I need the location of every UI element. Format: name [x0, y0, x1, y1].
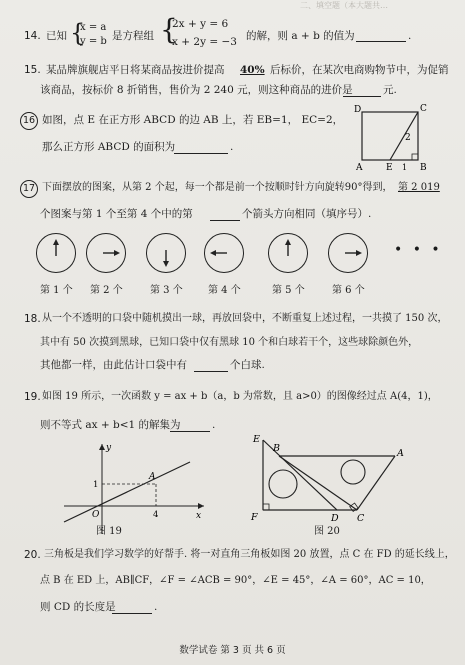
question-17-line1-post: 第 2 019 — [398, 182, 440, 193]
brace-2: { — [160, 13, 178, 46]
question-15-line2-post: 元. — [383, 84, 397, 96]
label-y: y — [106, 443, 112, 453]
question-17-line2-post: 个箭头方向相同（填序号）. — [242, 208, 372, 220]
answer-blank-15[interactable] — [343, 86, 381, 97]
segment-ec — [390, 112, 418, 160]
label-d: D — [354, 105, 362, 115]
question-18-line3-post: 个白球. — [230, 359, 265, 371]
label-ec-length: 2 — [405, 133, 411, 143]
question-15-line2-pre: 该商品，按标价 8 折销售，售价为 2 240 元，则这种商品的进价是 — [40, 84, 353, 96]
question-18-line2: 其中有 50 次摸到黑球，已知口袋中仅有黑球 10 个和白球若干个，这些球除颜色外， — [40, 337, 419, 348]
pattern-caption-2: 第 2 个 — [90, 285, 123, 296]
answer-blank-16[interactable] — [174, 143, 228, 154]
question-17-number: 17 — [20, 180, 38, 198]
answer-blank-20[interactable] — [112, 603, 152, 614]
question-14-end: . — [408, 30, 412, 42]
right-angle-f — [263, 504, 269, 510]
segment-bc — [279, 456, 357, 510]
question-15-line1-post: 后标价，在某次电商购物节中，为促销 — [270, 64, 449, 76]
question-20-number: 20. — [24, 549, 41, 561]
function-line — [64, 462, 190, 522]
question-19-line2-post: . — [212, 419, 216, 431]
triangle-hole-right — [341, 460, 365, 484]
label-e: E — [386, 163, 393, 173]
pattern-circle-2 — [86, 233, 126, 273]
right-angle-mark — [412, 154, 418, 160]
question-15-number: 15. — [24, 64, 41, 76]
question-15-line1-pre: 某品牌旗舰店平日将某商品按进价提高 — [46, 64, 225, 76]
system-1-eq1: x = a — [80, 22, 107, 33]
question-20-line1: 三角板是我们学习数学的好帮手. 将一对直角三角板如图 20 放置，点 C 在 FD 的延长线上， — [44, 549, 455, 560]
square-figure — [348, 100, 438, 175]
pattern-caption-4: 第 4 个 — [208, 285, 241, 296]
pattern-circle-4 — [204, 233, 244, 273]
triangle-hole-left — [269, 470, 297, 498]
label-a: A — [397, 448, 404, 459]
question-16-line1: 如图，点 E 在正方形 ABCD 的边 AB 上，若 EB=1， EC=2， — [42, 114, 344, 126]
arrow-icon — [37, 234, 75, 272]
label-b: B — [420, 163, 427, 173]
label-x: x — [196, 511, 202, 521]
pattern-caption-5: 第 5 个 — [272, 285, 305, 296]
system-1-eq2: y = b — [80, 36, 107, 47]
question-14-pre: 已知 — [46, 30, 67, 42]
answer-blank-17[interactable] — [210, 210, 240, 221]
y-axis-arrow — [99, 444, 105, 450]
brace-1: { — [70, 19, 86, 47]
ellipsis: • • • — [394, 242, 443, 258]
question-17-line1-pre: 下面摆放的图案，从第 2 个起，每一个都是前一个按顺时针方向旋转90°得到， — [42, 182, 393, 193]
answer-blank-19[interactable] — [170, 421, 210, 432]
question-19-line1: 如图 19 所示，一次函数 y = ax + b（a，b 为常数，且 a>0）的图像经过点 A(4，1)， — [42, 391, 438, 402]
arrow-icon — [147, 234, 185, 272]
figure-20-caption: 图 20 — [314, 526, 340, 537]
arrow-icon — [205, 234, 243, 272]
label-b: B — [273, 443, 280, 454]
system-2-eq1: 2x + y = 6 — [172, 18, 229, 30]
answer-blank-18[interactable] — [194, 361, 228, 372]
figure-20-triangles — [245, 432, 445, 522]
pattern-circle-5 — [268, 233, 308, 273]
header-faint-text: 二、填空题（本大题共… — [300, 1, 388, 10]
figure-19-caption: 图 19 — [96, 526, 122, 537]
label-eb-length: 1 — [402, 163, 408, 172]
label-e: E — [253, 434, 260, 445]
arrow-icon — [269, 234, 307, 272]
question-19-number: 19. — [24, 391, 41, 403]
pattern-caption-6: 第 6 个 — [332, 285, 365, 296]
question-15-percent: 40% — [240, 64, 265, 76]
question-14-post: 的解，则 a + b 的值为 — [246, 30, 355, 42]
label-point-a: A — [149, 472, 156, 482]
label-c: C — [420, 104, 427, 114]
question-18-line3-pre: 其他都一样，由此估计口袋中有 — [40, 359, 187, 371]
question-14-mid: 是方程组 — [112, 30, 154, 42]
arrow-icon — [87, 234, 125, 272]
question-16-line2-post: . — [230, 141, 234, 153]
label-a: A — [356, 163, 363, 173]
x-axis-arrow — [198, 503, 204, 509]
label-c: C — [357, 513, 365, 522]
question-14-number: 14. — [24, 30, 41, 42]
pattern-circle-6 — [328, 233, 368, 273]
pattern-circle-1 — [36, 233, 76, 273]
question-16-number: 16 — [20, 112, 38, 130]
arrow-icon — [329, 234, 367, 272]
question-17-line2-pre: 个图案与第 1 个至第 4 个中的第 — [40, 208, 193, 220]
question-19-line2-pre: 则不等式 ax + b<1 的解集为 — [40, 419, 181, 431]
question-20-line2: 点 B 在 ED 上，AB∥CF，∠F = ∠ACB = 90°，∠E = 45°，∠A = 60°，AC = 10， — [40, 575, 431, 586]
pattern-caption-1: 第 1 个 — [40, 285, 73, 296]
question-20-line3-post: . — [154, 601, 158, 613]
label-x-four: 4 — [153, 510, 159, 520]
figure-19-graph — [60, 440, 210, 540]
question-18-line1: 从一个不透明的口袋中随机摸出一球，再放回袋中，不断重复上述过程，一共摸了 150 次， — [42, 313, 448, 324]
question-16-line2-pre: 那么正方形 ABCD 的面积为 — [42, 141, 176, 153]
page-footer: 数学试卷 第 3 页 共 6 页 — [179, 645, 286, 656]
label-d: D — [331, 513, 339, 522]
label-origin: O — [92, 510, 100, 520]
pattern-caption-3: 第 3 个 — [150, 285, 183, 296]
label-y-one: 1 — [93, 480, 99, 490]
pattern-circle-3 — [146, 233, 186, 273]
question-18-number: 18. — [24, 313, 41, 325]
label-f: F — [251, 512, 258, 522]
answer-blank-14[interactable] — [356, 31, 406, 42]
system-2-eq2: x + 2y = −3 — [172, 36, 237, 48]
question-20-line3-pre: 则 CD 的长度是 — [40, 601, 116, 613]
